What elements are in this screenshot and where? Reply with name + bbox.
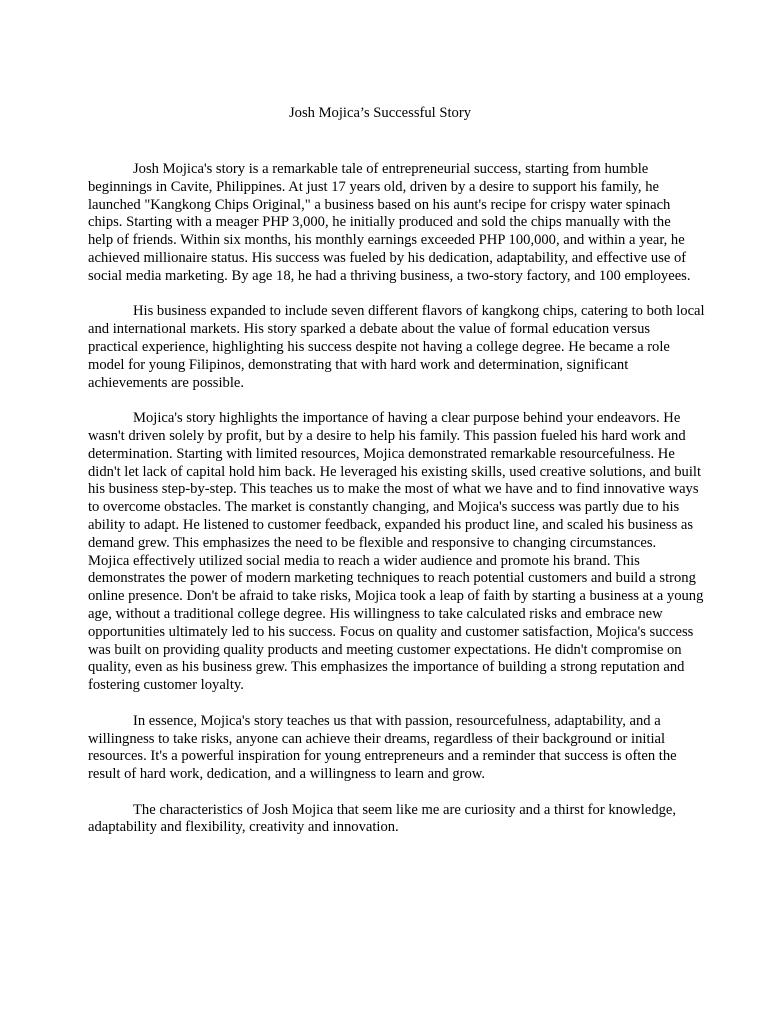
document-body: [88, 161, 728, 855]
paragraph-2: His business expanded to include seven different flavors of kangkong chips, catering to both local and international markets. His story sparked a debate about the value of formal education versus practical experience, highlighting his success despite not having a college degree. He became a role model for young Filipinos, demonstrating that with hard work and determination, significant achievements are possible.: [88, 303, 705, 391]
paragraph-3: Mojica's story highlights the importance of having a clear purpose behind your endeavors. He wasn't driven solely by profit, but by a desire to help his family. This passion fueled his hard work and determination. Starting with limited resources, Mojica demonstrated remarkable resourcefulness. He didn't let lack of capital hold him back. He leveraged his existing skills, used creative solutions, and built his business step-by-step. This teaches us to make the most of what we have and to find innovative ways to overcome obstacles. The market is constantly changing, and Mojica's success was partly due to his ability to adapt. He listened to customer feedback, expanded his product line, and scaled his business as demand grew. This emphasizes the need to be flexible and responsive to changing circumstances. Mojica effectively utilized social media to reach a wider audience and promote his brand. This demonstrates the power of modern marketing techniques to reach potential customers and build a strong online presence. Don't be afraid to take risks, Mojica took a leap of faith by starting a business at a young age, without a traditional college degree. His willingness to take calculated risks and embrace new opportunities ultimately led to his success. Focus on quality and customer satisfaction, Mojica's success was built on providing quality products and meeting customer expectations. He didn't compromise on quality, even as his business grew. This emphasizes the importance of building a strong reputation and fostering customer loyalty.: [88, 410, 704, 694]
document-title: Josh Mojica’s Successful Story: [288, 105, 471, 121]
paragraph-1: Josh Mojica's story is a remarkable tale of entrepreneurial success, starting from humble beginnings in Cavite, Philippines. At just 17 years old, driven by a desire to support his family, he launched "Kangkong Chips Original," a business based on his aunt's recipe for crispy water spinach chips. Starting with a meager PHP 3,000, he initially produced and sold the chips manually with the help of friends. Within six months, his monthly earnings exceeded PHP 100,000, and within a year, he achieved millionaire status. His success was fueled by his dedication, adaptability, and effective use of social media marketing. By age 18, he had a thriving business, a two-story factory, and 100 employees.: [88, 161, 691, 284]
paragraph-4: In essence, Mojica's story teaches us that with passion, resourcefulness, adaptability, and a willingness to take risks, anyone can achieve their dreams, regardless of their background or initial resources. It's a powerful inspiration for young entrepreneurs and a reminder that success is often the result of hard work, dedication, and a willingness to learn and grow.: [88, 712, 677, 783]
paragraph-5: The characteristics of Josh Mojica that seem like me are curiosity and a thirst for knowledge, adaptability and flexibility, creativity and innovation.: [88, 801, 677, 836]
